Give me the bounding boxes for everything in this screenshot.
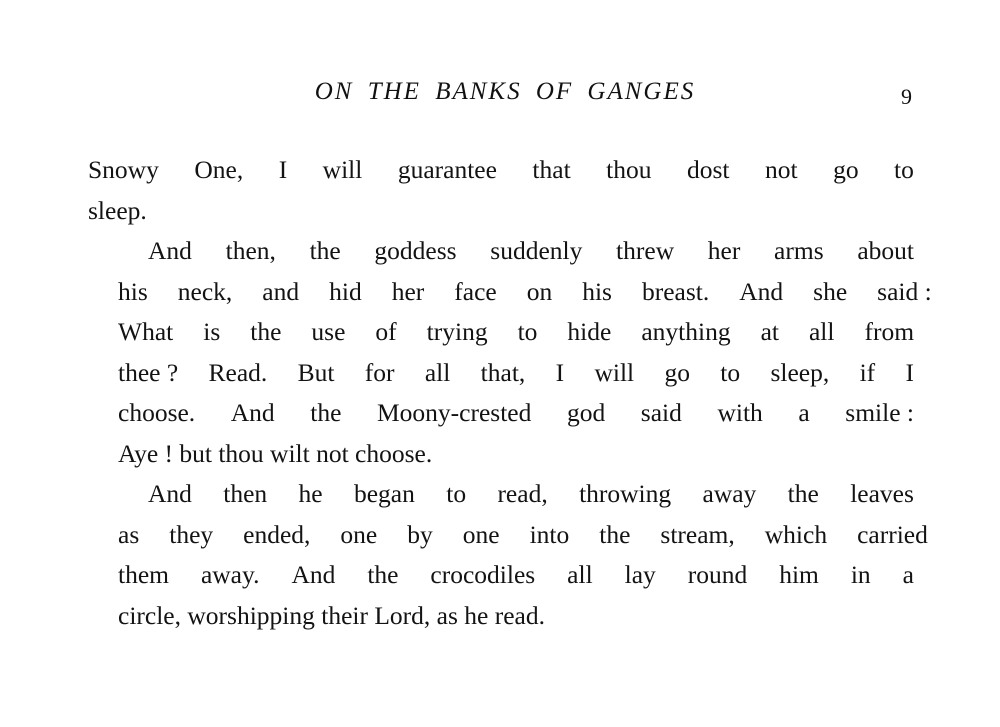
word: throwing — [579, 479, 672, 508]
word: sleep, — [770, 357, 830, 387]
text-line: circle, worshipping their Lord, as he read. — [118, 600, 545, 630]
word: if — [859, 357, 876, 387]
word: him — [779, 560, 819, 589]
word: all — [567, 560, 593, 589]
word: I — [555, 357, 565, 387]
word: one — [462, 519, 500, 549]
text-line — [88, 515, 928, 556]
page-number: 9 — [901, 84, 912, 109]
word: go — [664, 357, 690, 387]
word: about — [857, 236, 914, 265]
word: said — [640, 398, 682, 427]
word: a — [902, 560, 914, 589]
word: will — [594, 357, 635, 387]
text-line — [88, 555, 914, 596]
word: that, — [480, 357, 526, 387]
word: one — [340, 519, 378, 549]
body-text — [88, 150, 932, 636]
word: Snowy — [88, 155, 159, 184]
text-line — [88, 150, 914, 191]
word: all — [424, 357, 451, 387]
word: use — [311, 317, 346, 346]
word: smile : — [845, 398, 914, 427]
word: the — [367, 560, 399, 589]
word: to — [720, 357, 741, 387]
word: trying — [426, 317, 488, 346]
word: his — [582, 276, 612, 306]
word: god — [566, 398, 606, 427]
word: Read. — [208, 357, 268, 387]
word: And — [291, 560, 336, 589]
word: lay — [624, 560, 656, 589]
word: Moony-crested — [377, 398, 532, 427]
word: the — [309, 236, 341, 265]
word: she — [813, 276, 848, 306]
word: and — [262, 276, 300, 306]
text-line — [88, 474, 914, 515]
word: But — [297, 357, 335, 387]
word: leaves — [850, 479, 914, 508]
word: And — [148, 479, 192, 508]
word: at — [760, 317, 779, 346]
text-line: sleep. — [88, 195, 147, 225]
running-head-title: ON THE BANKS OF GANGES — [314, 78, 696, 105]
word: that — [532, 155, 571, 184]
word: of — [375, 317, 397, 346]
word: hide — [567, 317, 612, 346]
word: his — [118, 276, 148, 306]
word: which — [764, 519, 828, 549]
paragraph — [88, 231, 932, 474]
word: thee ? — [118, 357, 179, 387]
text-line: Aye ! but thou wilt not choose. — [118, 438, 433, 468]
word: the — [599, 519, 631, 549]
text-line — [88, 393, 914, 434]
word: neck, — [177, 276, 233, 306]
word: is — [203, 317, 221, 346]
word: they — [169, 519, 214, 549]
word: the — [787, 479, 819, 508]
running-head — [0, 78, 1000, 112]
word: away — [702, 479, 757, 508]
word: not — [764, 155, 798, 184]
word: by — [407, 519, 433, 549]
word: I — [278, 155, 288, 184]
word: And — [230, 398, 275, 427]
word: I — [905, 357, 914, 387]
word: from — [864, 317, 915, 346]
word: the — [310, 398, 342, 427]
word: to — [894, 155, 914, 184]
word: thou — [606, 155, 652, 184]
word: anything — [641, 317, 731, 346]
text-line — [88, 231, 914, 272]
paragraph — [88, 150, 914, 231]
word: And — [739, 276, 784, 306]
word: her — [391, 276, 425, 306]
word: crocodiles — [430, 560, 536, 589]
word: to — [446, 479, 467, 508]
text-line — [88, 312, 914, 353]
paragraph — [88, 474, 928, 636]
word: in — [850, 560, 871, 589]
word: for — [364, 357, 395, 387]
word: he — [298, 479, 323, 508]
word: said : — [877, 276, 932, 306]
word: choose. — [118, 398, 196, 427]
word: arms — [774, 236, 824, 265]
word: as — [118, 519, 140, 549]
word: with — [717, 398, 763, 427]
word: into — [529, 519, 570, 549]
word: go — [833, 155, 859, 184]
word: face — [454, 276, 497, 306]
word: And — [148, 236, 192, 265]
word: all — [808, 317, 835, 346]
paragraph-list — [88, 150, 932, 636]
word: will — [322, 155, 363, 184]
word: What — [118, 317, 174, 346]
word: breast. — [641, 276, 710, 306]
word: began — [353, 479, 415, 508]
word: them — [118, 560, 169, 589]
word: to — [517, 317, 538, 346]
word: her — [707, 236, 741, 265]
word: round — [687, 560, 748, 589]
word: dost — [686, 155, 730, 184]
text-line — [88, 272, 932, 313]
word: carried — [857, 519, 928, 549]
word: read, — [497, 479, 548, 508]
word: the — [250, 317, 282, 346]
word: goddess — [374, 236, 457, 265]
word: a — [798, 398, 810, 427]
word: on — [526, 276, 553, 306]
word: away. — [200, 560, 260, 589]
word: hid — [329, 276, 362, 306]
word: then, — [225, 236, 276, 265]
text-line — [88, 353, 914, 394]
word: guarantee — [397, 155, 497, 184]
word: One, — [194, 155, 244, 184]
word: suddenly — [490, 236, 583, 265]
word: then — [223, 479, 268, 508]
word: ended, — [243, 519, 311, 549]
word: threw — [616, 236, 675, 265]
word: stream, — [660, 519, 735, 549]
